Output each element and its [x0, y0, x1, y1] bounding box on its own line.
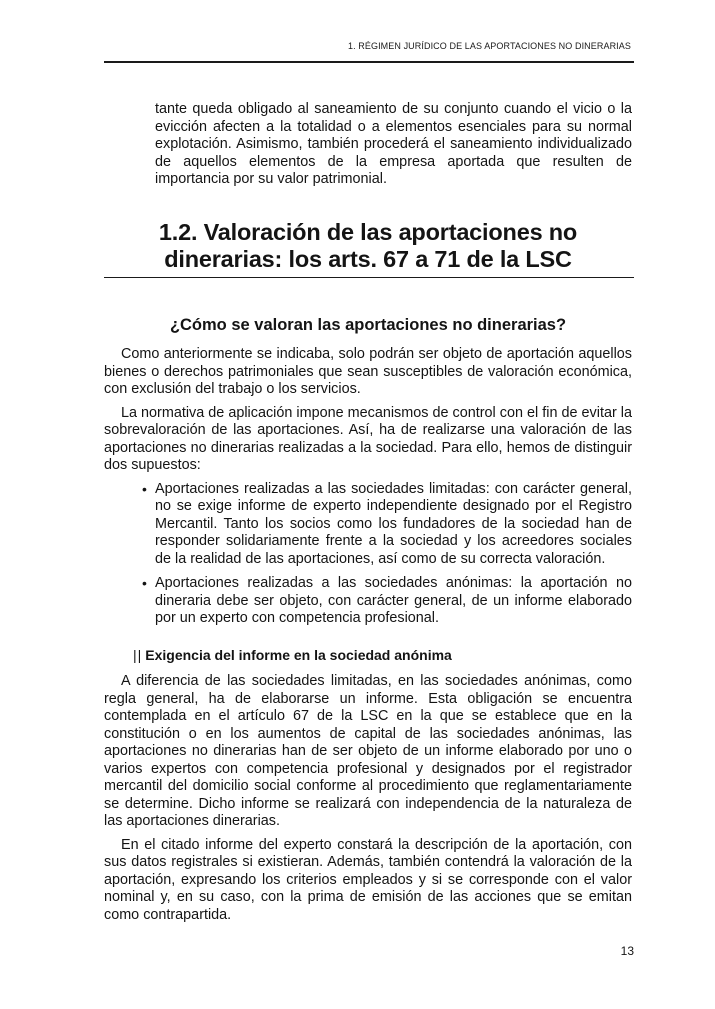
- supuestos-list: [104, 481, 632, 628]
- section-body: [104, 346, 632, 635]
- header-rule: [104, 61, 634, 63]
- subsection-marker: ||: [133, 647, 143, 663]
- body-paragraph: En el citado informe del experto constará la descripción de la aportación, con sus datos registrales si existieran. Además, también contendrá la valoración de la aportación, expresando los criterios empleados y si se corresponde con el valor nominal y, en su caso, con la prima de emisión de las acciones que se emitan como contrapartida.: [104, 836, 632, 923]
- list-item: [104, 575, 632, 628]
- bullet-icon: •: [142, 480, 147, 497]
- body-paragraph: A diferencia de las sociedades limitadas, en las sociedades anónimas, como regla general, ha de elaborarse un informe. Esta obligación se encuentra contemplada en el artículo 67 de la LSC en la que se establece que en la constitución o en los aumentos de capital de las sociedades anónimas, las aportaciones no dinerarias han de ser objeto de un informe elaborado por uno o varios expertos con competencia profesional y designados por el registrador mercantil del domicilio social conforme al procedimiento que reglamentariamente se determine. Dicho informe se realizará con independencia de la naturaleza de las aportaciones dinerarias.: [104, 673, 632, 829]
- bullet-icon: •: [142, 575, 147, 591]
- subsection-title: Exigencia del informe en la sociedad anónima: [145, 647, 452, 663]
- running-header: 1. RÉGIMEN JURÍDICO DE LAS APORTACIONES NO DINERARIAS: [347, 41, 631, 51]
- section-title: 1.2. Valoración de las aportaciones no dinerarias: los arts. 67 a 71 de la LSC: [158, 219, 578, 272]
- title-rule: [104, 277, 634, 278]
- intro-text: tante queda obligado al saneamiento de su conjunto cuando el vicio o la evicción afecten a la totalidad o a elementos esenciales para su normal explotación. Asimismo, también procederá el saneamiento individualizado de aquellos elementos de la empresa aportada que resulten de importancia por su valor patrimonial.: [155, 101, 632, 187]
- list-item: [104, 481, 632, 569]
- page-number: 13: [620, 944, 634, 958]
- subsection-body: [104, 673, 632, 924]
- intro-paragraph: [155, 101, 632, 189]
- body-paragraph: La normativa de aplicación impone mecanismos de control con el fin de evitar la sobrevaloración de las aportaciones. Así, ha de realizarse una valoración de las aportaciones no dinerarias realizadas a la sociedad. Para ello, hemos de distinguir dos supuestos:: [104, 404, 632, 473]
- section-question: ¿Cómo se valoran las aportaciones no dinerarias?: [169, 316, 567, 334]
- subsection-heading: [133, 646, 452, 664]
- list-item-text: Aportaciones realizadas a las sociedades anónimas: la aportación no dineraria debe ser objeto, con carácter general, de un informe elaborado por un experto con competencia profesional.: [155, 575, 632, 626]
- list-item-text: Aportaciones realizadas a las sociedades limitadas: con carácter general, no se exige informe de experto independiente designado por el Registro Mercantil. Tanto los socios como los fundadores de la sociedad han de responder solidariamente frente a la sociedad y los acreedores sociales de la realidad de las aportaciones, así como de su correcta valoración.: [155, 480, 632, 567]
- body-paragraph: Como anteriormente se indicaba, solo podrán ser objeto de aportación aquellos bienes o derechos patrimoniales que sean susceptibles de valoración económica, con exclusión del trabajo o los servicios.: [104, 346, 632, 397]
